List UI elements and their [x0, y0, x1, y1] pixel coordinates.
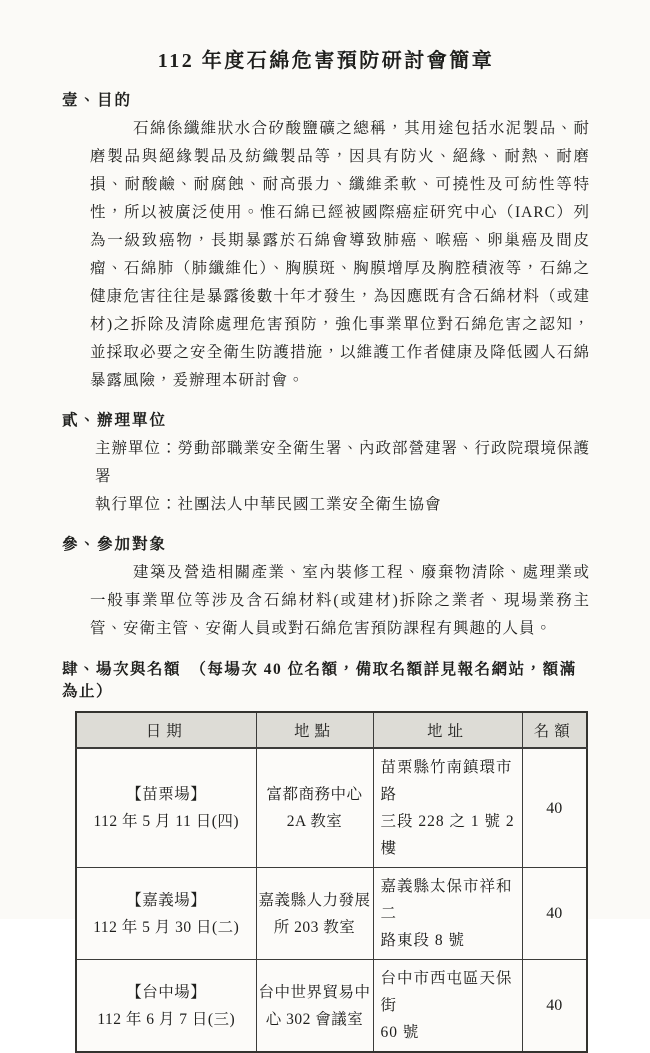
section-audience — [62, 532, 590, 643]
session-date-cell — [76, 748, 256, 868]
session-date-cell — [76, 960, 256, 1053]
venue-line: 2A 教室 — [286, 813, 343, 830]
column-header-venue: 地點 — [256, 712, 373, 748]
audience-paragraph: 建築及營造相關產業、室內裝修工程、廢棄物清除、處理業或一般事業單位等涉及含石綿材料(或建材)拆除之業者、現場業務主管、安衛主管、安衛人員或對石綿危害預防課程有興趣的人員。 — [90, 564, 590, 637]
session-quota-cell: 40 — [522, 868, 587, 960]
address-line: 台中市西屯區天保街 — [380, 970, 513, 1014]
venue-line: 心 302 會議室 — [265, 1010, 364, 1028]
sessions-heading-text: 肆、場次與名額 — [62, 661, 182, 678]
session-date-cell — [76, 868, 256, 960]
document-title: 112 年度石綿危害預防研討會簡章 — [157, 50, 495, 72]
section-sessions — [62, 657, 590, 1053]
address-line: 三段 228 之 1 號 2 樓 — [380, 813, 515, 857]
session-label: 【苗栗場】 — [126, 786, 207, 803]
session-label: 【嘉義場】 — [126, 891, 207, 909]
host-unit-line: 主辦單位：勞動部職業安全衛生署、內政部營建署、行政院環境保護署 — [95, 440, 591, 485]
section-heading-sessions — [62, 657, 590, 701]
session-address-cell — [373, 748, 522, 868]
venue-line: 嘉義縣人力發展 — [258, 891, 371, 909]
address-line: 嘉義縣太保市祥和二 — [380, 878, 513, 922]
column-header-quota: 名額 — [522, 712, 587, 748]
session-date: 112 年 6 月 7 日(三) — [97, 1010, 236, 1028]
session-row-miaoli — [76, 748, 587, 868]
section-heading-audience: 參、參加對象 — [62, 536, 168, 553]
session-venue-cell — [256, 868, 373, 960]
executing-unit-line: 執行單位：社團法人中華民國工業安全衛生協會 — [95, 496, 442, 513]
session-label: 【台中場】 — [126, 983, 207, 1001]
purpose-paragraph: 石綿係纖維狀水合矽酸鹽礦之總稱，其用途包括水泥製品、耐磨製品與絕緣製品及紡織製品等，因具有防火、絕緣、耐熱、耐磨損、耐酸鹼、耐腐蝕、耐高張力、纖維柔軟、可撓性及可紡性等特性，所以被廣泛使用。惟石綿已經被國際癌症研究中心（IARC）列為一級致癌物，長期暴露於石綿會導致肺癌、喉癌、卵巢癌及間皮瘤、石綿肺（肺纖維化）、胸膜斑、胸膜增厚及胸腔積液等，石綿之健康危害往往是暴露後數十年才發生，為因應既有含石綿材料（或建材)之拆除及清除處理危害預防，強化事業單位對石綿危害之認知，並採取必要之安全衛生防護措施，以維護工作者健康及降低國人石綿暴露風險，爰辦理本研討會。 — [90, 120, 590, 389]
section-purpose — [62, 88, 590, 395]
session-date: 112 年 5 月 11 日(四) — [93, 813, 240, 830]
session-row-chiayi — [76, 868, 587, 960]
session-row-taichung — [76, 960, 587, 1053]
section-heading-organizers: 貳、辦理單位 — [62, 412, 168, 429]
session-quota-cell: 40 — [522, 748, 587, 868]
address-line: 苗栗縣竹南鎮環市路 — [380, 759, 513, 803]
session-venue-cell — [256, 960, 373, 1053]
venue-line: 所 203 教室 — [273, 918, 356, 936]
table-header-row — [76, 712, 587, 748]
sessions-heading-note: （每場次 40 位名額，備取名額詳見報名網站，額滿為止） — [62, 661, 577, 700]
column-header-date: 日期 — [76, 712, 256, 748]
sessions-table — [75, 711, 588, 1053]
address-line: 路東段 8 號 — [380, 932, 466, 949]
session-quota-cell: 40 — [522, 960, 587, 1053]
section-organizers — [62, 408, 590, 519]
venue-line: 富都商務中心 — [266, 786, 363, 803]
address-line: 60 號 — [380, 1024, 420, 1041]
session-address-cell — [373, 868, 522, 960]
section-heading-purpose: 壹、目的 — [62, 92, 133, 109]
session-venue-cell — [256, 748, 373, 868]
column-header-address: 地址 — [373, 712, 522, 748]
venue-line: 台中世界貿易中 — [258, 983, 371, 1001]
session-address-cell — [373, 960, 522, 1053]
session-date: 112 年 5 月 30 日(二) — [93, 918, 240, 936]
